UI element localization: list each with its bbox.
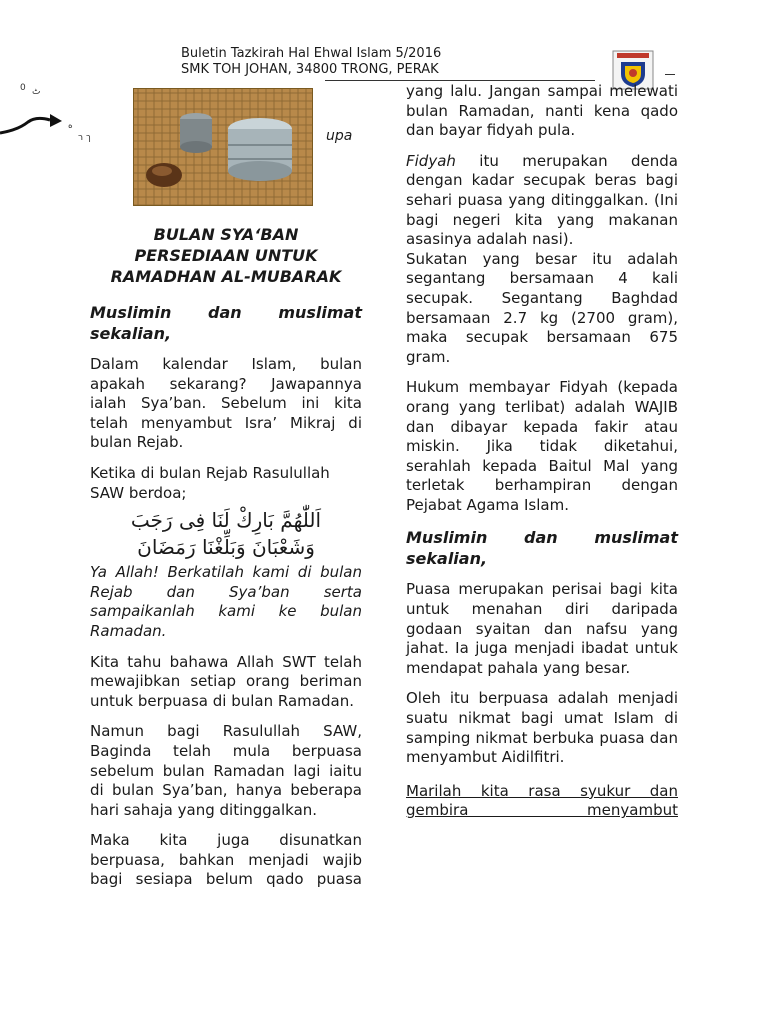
title-line: RAMADHAN AL-MUBARAK xyxy=(110,267,342,286)
svg-text:ך ר: ך ר xyxy=(78,133,91,143)
paragraph: Puasa merupakan perisai bagi kita untuk menahan diri daripada godaan syaitan dan nafsu yang jahat. Ia juga menjadi ibadat untuk mendapat pahala yang besar. xyxy=(406,580,678,677)
paragraph: Kita tahu bahawa Allah SWT telah mewajibkan setiap orang beriman untuk berpuasa di bulan Ramadan. xyxy=(90,652,362,710)
paragraph: Ketika di bulan Rejab Rasulullah SAW berdoa; xyxy=(90,463,330,502)
margin-glyphs-icon xyxy=(66,118,106,148)
title-line: PERSEDIAAN UNTUK xyxy=(134,246,318,265)
left-column xyxy=(90,302,362,901)
prayer-translation: Ya Allah! Berkatilah kami di bulan Rejab dan Sya’ban serta sampaikanlah kami ke bulan Ramadan. xyxy=(90,563,362,640)
svg-text:ه: ه xyxy=(68,121,73,131)
header-divider xyxy=(325,80,595,81)
paragraph: Sukatan yang besar itu adalah segantang bersamaan 4 kali secupak. Segantang Baghdad bersamaan 2.7 kg (2700 gram), maka secupak bersamaan 675 gram. xyxy=(406,249,678,366)
bulletin-title: Buletin Tazkirah Hal Ehwal Islam 5/2016 xyxy=(181,46,442,61)
header-dash xyxy=(665,74,675,75)
paragraph: yang lalu. Jangan sampai melewati bulan Ramadan, nanti kena qado dan bayar fidyah pula. xyxy=(406,82,678,140)
paragraph: Oleh itu berpuasa adalah menjadi suatu nikmat bagi umat Islam di samping nikmat berbuka puasa dan menyambut Aidilfitri. xyxy=(406,689,678,767)
paragraph: Maka kita juga disunatkan berpuasa, bahkan menjadi wajib bagi sesiapa belum qado puasa xyxy=(90,831,362,889)
closing-paragraph: Marilah kita rasa syukur dan gembira menyambut xyxy=(406,781,678,820)
school-address: SMK TOH JOHAN, 34800 TRONG, PERAK xyxy=(181,62,439,76)
arabic-prayer-line: اَللّٰهُمَّ بَارِكْ لَنَا فِى رَجَبَ xyxy=(130,508,322,533)
fidyah-definition: itu merupakan denda dengan kadar secupak beras bagi sehari puasa yang ditinggalkan. (Ini bagi negeri kita yang makanan asasinya adalah nasi). xyxy=(406,151,678,249)
fidyah-paragraph xyxy=(406,152,678,250)
margin-mark-icon xyxy=(18,80,48,100)
right-subheading: Muslimin dan muslimat sekalian, xyxy=(406,528,678,569)
left-subheading: Muslimin dan muslimat sekalian, xyxy=(90,303,362,343)
rice-measuring-containers-photo xyxy=(133,88,313,206)
paragraph: Dalam kalendar Islam, bulan apakah sekarang? Jawapannya ialah Sya’ban. Sebelum ini kita telah menyambut Isra’ Mikraj di bulan Rejab. xyxy=(90,355,362,452)
paragraph: Hukum membayar Fidyah (kepada orang yang terlibat) adalah WAJIB dan dibayar kepada fakir atau miskin. Jika tidak diketahui, serahlah kepada Baitul Mal yang terletak berhampiran dengan Pejabat Agama Islam. xyxy=(406,378,678,514)
svg-text:ٹ: ٹ xyxy=(32,87,41,97)
paragraph: Namun bagi Rasulullah SAW, Baginda telah mula berpuasa sebelum bulan Ramadan lagi iaitu di bulan Sya’ban, hanya beberapa hari sahaja yang ditinggalkan. xyxy=(90,722,362,819)
stray-text: upa xyxy=(326,128,353,144)
svg-text:0: 0 xyxy=(20,83,26,93)
arabic-prayer-line: وَشَعْبَانَ وَبَلِّغْنَا رَمَضَانَ xyxy=(137,535,315,560)
title-line: BULAN SYA‘BAN xyxy=(153,225,299,244)
fidyah-term: Fidyah xyxy=(406,151,456,170)
right-column xyxy=(406,82,678,832)
article-title xyxy=(90,224,362,287)
